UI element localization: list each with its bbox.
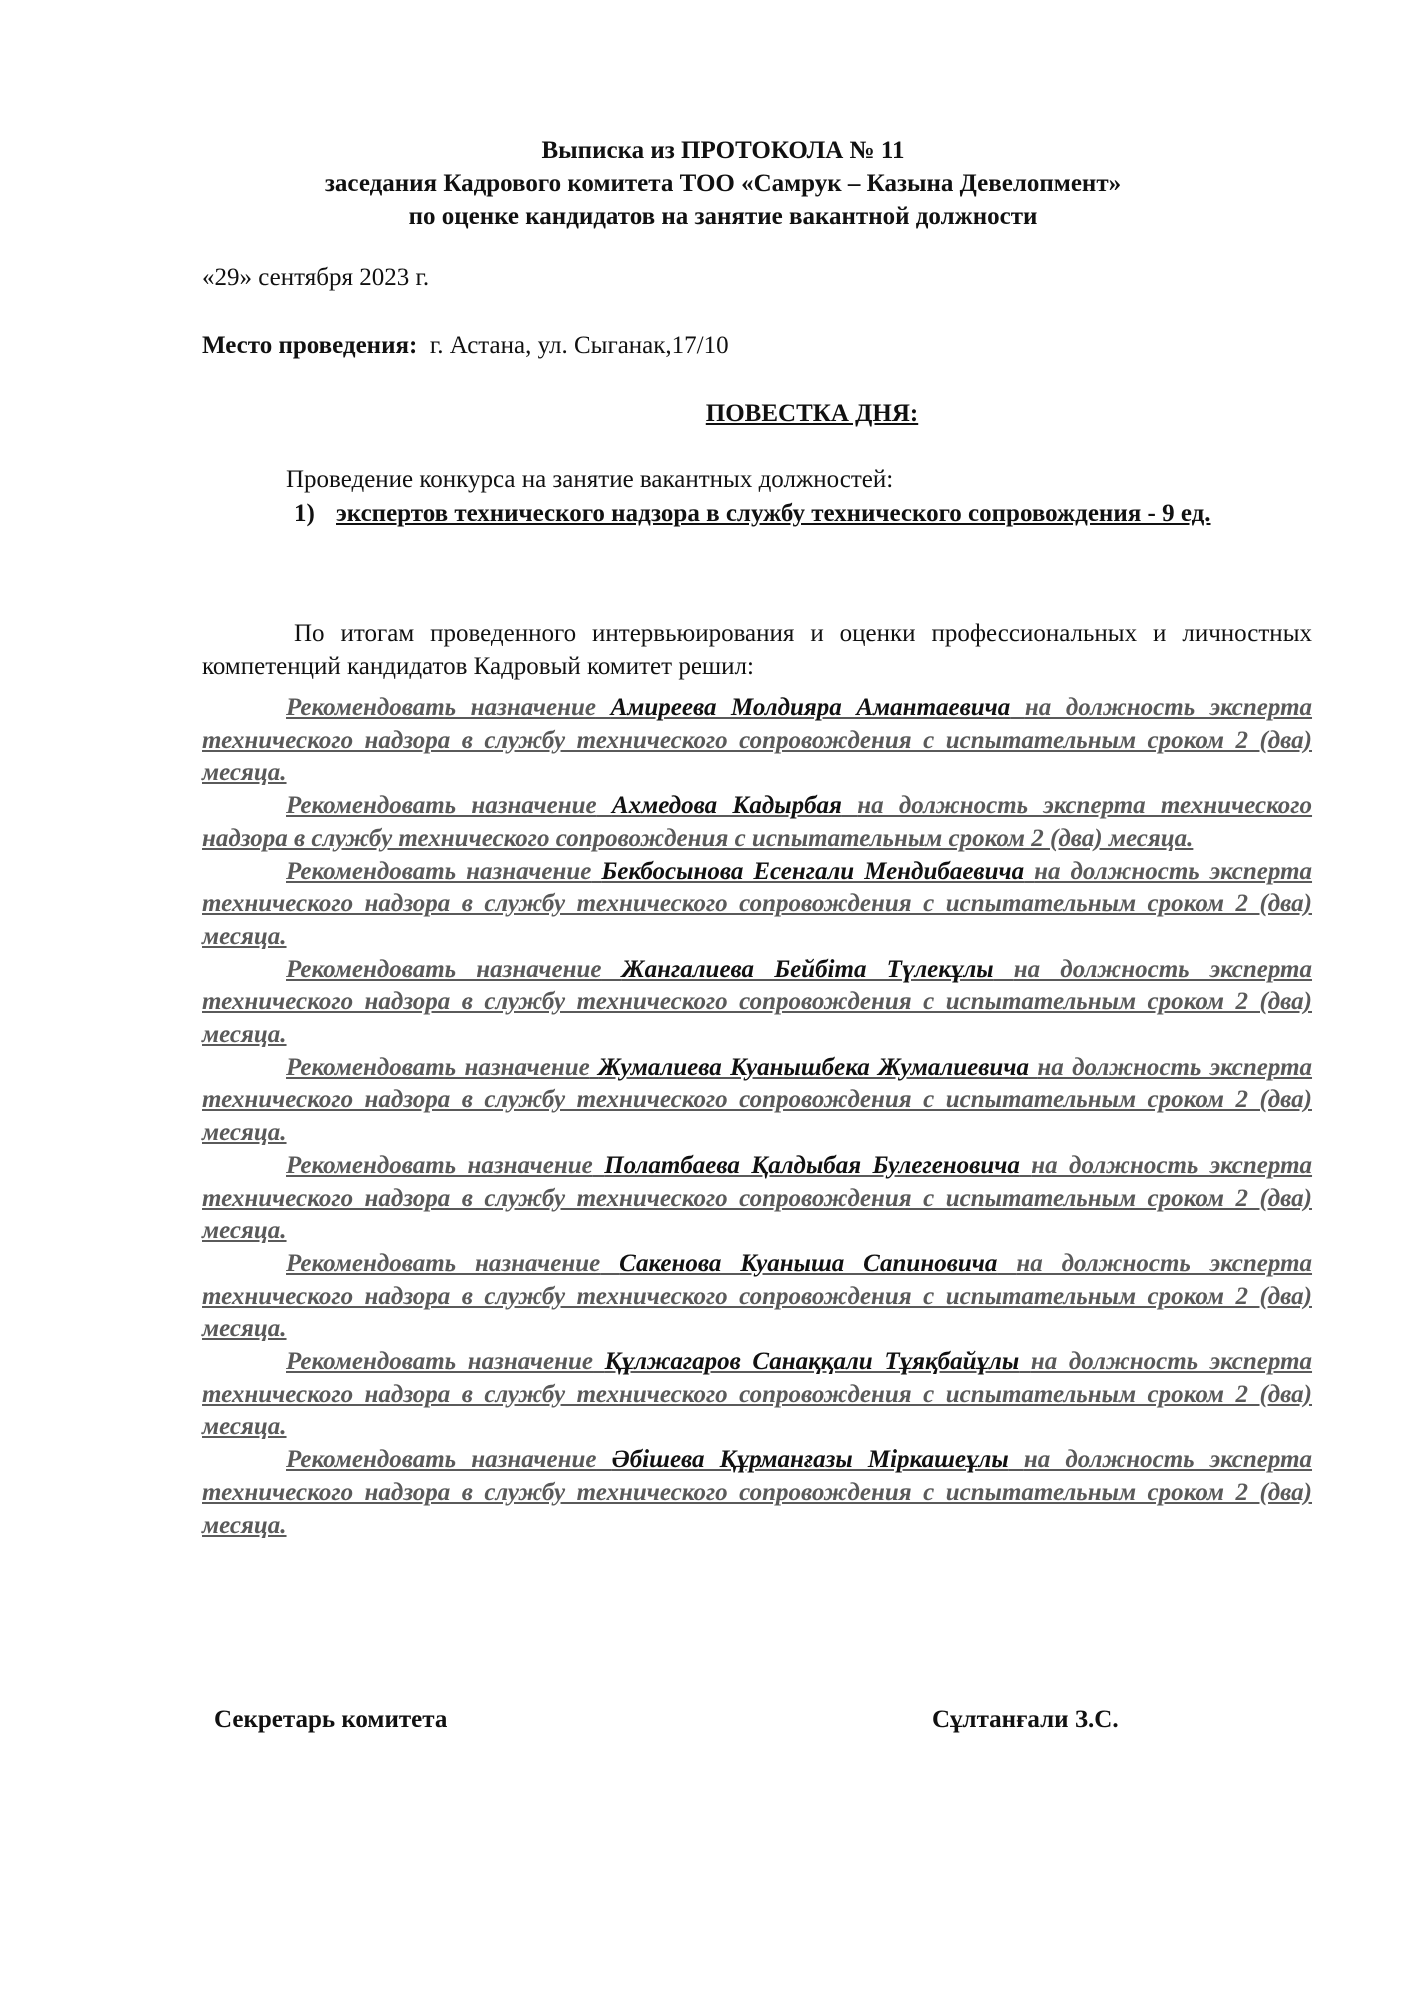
recommendation-prefix: Рекомендовать назначение <box>286 792 597 820</box>
secretary-role: Секретарь комитета <box>214 1706 448 1733</box>
recommendation-prefix: Рекомендовать назначение <box>286 1053 590 1081</box>
recommendation-prefix: Рекомендовать назначение <box>286 1249 601 1277</box>
recommendation-item <box>202 1052 1312 1150</box>
recommendations-list <box>202 692 1312 1542</box>
recommendation-item <box>202 1346 1312 1444</box>
agenda-item-number: 1) <box>294 500 315 527</box>
agenda-item <box>294 498 1314 530</box>
recommendation-item <box>202 1150 1312 1248</box>
results-intro: По итогам проведенного интервьюирования и оценки профессиональных и личностных компетенций кандидатов Кадровый комитет решил: <box>202 620 1312 680</box>
recommendation-prefix: Рекомендовать назначение <box>286 1151 593 1179</box>
recommendation-suffix: на должность эксперта технического надзора в службу технического сопровождения с испытательным сроком 2 (два) месяца. <box>202 857 1313 950</box>
place-label: Место проведения: <box>202 332 418 359</box>
meeting-date: «29» сентября 2023 г. <box>202 264 430 291</box>
candidate-name: Амиреева Молдияра Амантаевича <box>610 694 1011 721</box>
document-header <box>0 134 1414 233</box>
recommendation-item <box>202 856 1312 954</box>
recommendation-suffix: на должность эксперта технического надзора в службу технического сопровождения с испытательным сроком 2 (два) месяца. <box>202 955 1313 1049</box>
candidate-name: Құлжагаров Санаққали Тұяқбайұлы <box>604 1348 1020 1376</box>
agenda-title: ПОВЕСТКА ДНЯ: <box>705 400 919 427</box>
header-subtitle: заседания Кадрового комитета ТОО «Самрук – Казына Девелопмент» <box>324 170 1122 197</box>
recommendation-suffix: на должность эксперта технического надзора в службу технического сопровождения с испытательным сроком 2 (два) месяца. <box>202 1249 1313 1343</box>
header-title: Выписка из ПРОТОКОЛА № 11 <box>541 137 905 164</box>
recommendation-suffix: на должность эксперта технического надзора в службу технического сопровождения с испытательным сроком 2 (два) месяца. <box>202 1151 1313 1245</box>
recommendation-suffix: на должность эксперта технического надзора в службу технического сопровождения с испытательным сроком 2 (два) месяца. <box>202 1348 1313 1441</box>
recommendation-item <box>202 1444 1312 1542</box>
candidate-name: Сакенова Куаныша Сапиновича <box>619 1249 998 1277</box>
recommendation-prefix: Рекомендовать назначение <box>286 1348 594 1376</box>
recommendation-item <box>202 692 1312 790</box>
recommendation-prefix: Рекомендовать назначение <box>286 694 596 721</box>
recommendation-prefix: Рекомендовать назначение <box>286 857 592 885</box>
header-subject: по оценке кандидатов на занятие вакантной должности <box>408 203 1038 230</box>
recommendation-item <box>202 790 1312 855</box>
candidate-name: Жумалиева Куанышбека Жумалиевича <box>598 1053 1029 1081</box>
recommendation-suffix: на должность эксперта технического надзора в службу технического сопровождения с испытательным сроком 2 (два) месяца. <box>202 694 1313 787</box>
recommendation-suffix: на должность эксперта технического надзора в службу технического сопровождения с испытательным сроком 2 (два) месяца. <box>202 1446 1313 1539</box>
recommendation-item <box>202 1248 1312 1346</box>
agenda-intro: Проведение конкурса на занятие вакантных должностей: <box>286 466 894 493</box>
place-value: г. Астана, ул. Сыганак,17/10 <box>429 332 729 359</box>
meeting-place <box>202 332 729 360</box>
candidate-name: Жангалиева Бейбіта Түлекұлы <box>621 955 994 983</box>
candidate-name: Әбішева Құрманғазы Міркашеұлы <box>611 1446 1009 1474</box>
candidate-name: Полатбаева Қалдыбая Булегеновича <box>604 1151 1020 1179</box>
secretary-name: Сұлтанғали З.С. <box>932 1706 1119 1733</box>
candidate-name: Ахмедова Кадырбая <box>611 792 842 820</box>
recommendation-prefix: Рекомендовать назначение <box>286 1446 597 1474</box>
recommendation-item <box>202 954 1312 1052</box>
agenda-item-text: экспертов технического надзора в службу технического сопровождения - 9 ед. <box>336 500 1211 527</box>
candidate-name: Бекбосынова Есенгали Мендибаевича <box>601 857 1025 885</box>
recommendation-prefix: Рекомендовать назначение <box>286 955 602 983</box>
recommendation-suffix: на должность эксперта технического надзора в службу технического сопровождения с испытательным сроком 2 (два) месяца. <box>202 792 1313 852</box>
recommendation-suffix: на должность эксперта технического надзора в службу технического сопровождения с испытательным сроком 2 (два) месяца. <box>202 1053 1313 1147</box>
